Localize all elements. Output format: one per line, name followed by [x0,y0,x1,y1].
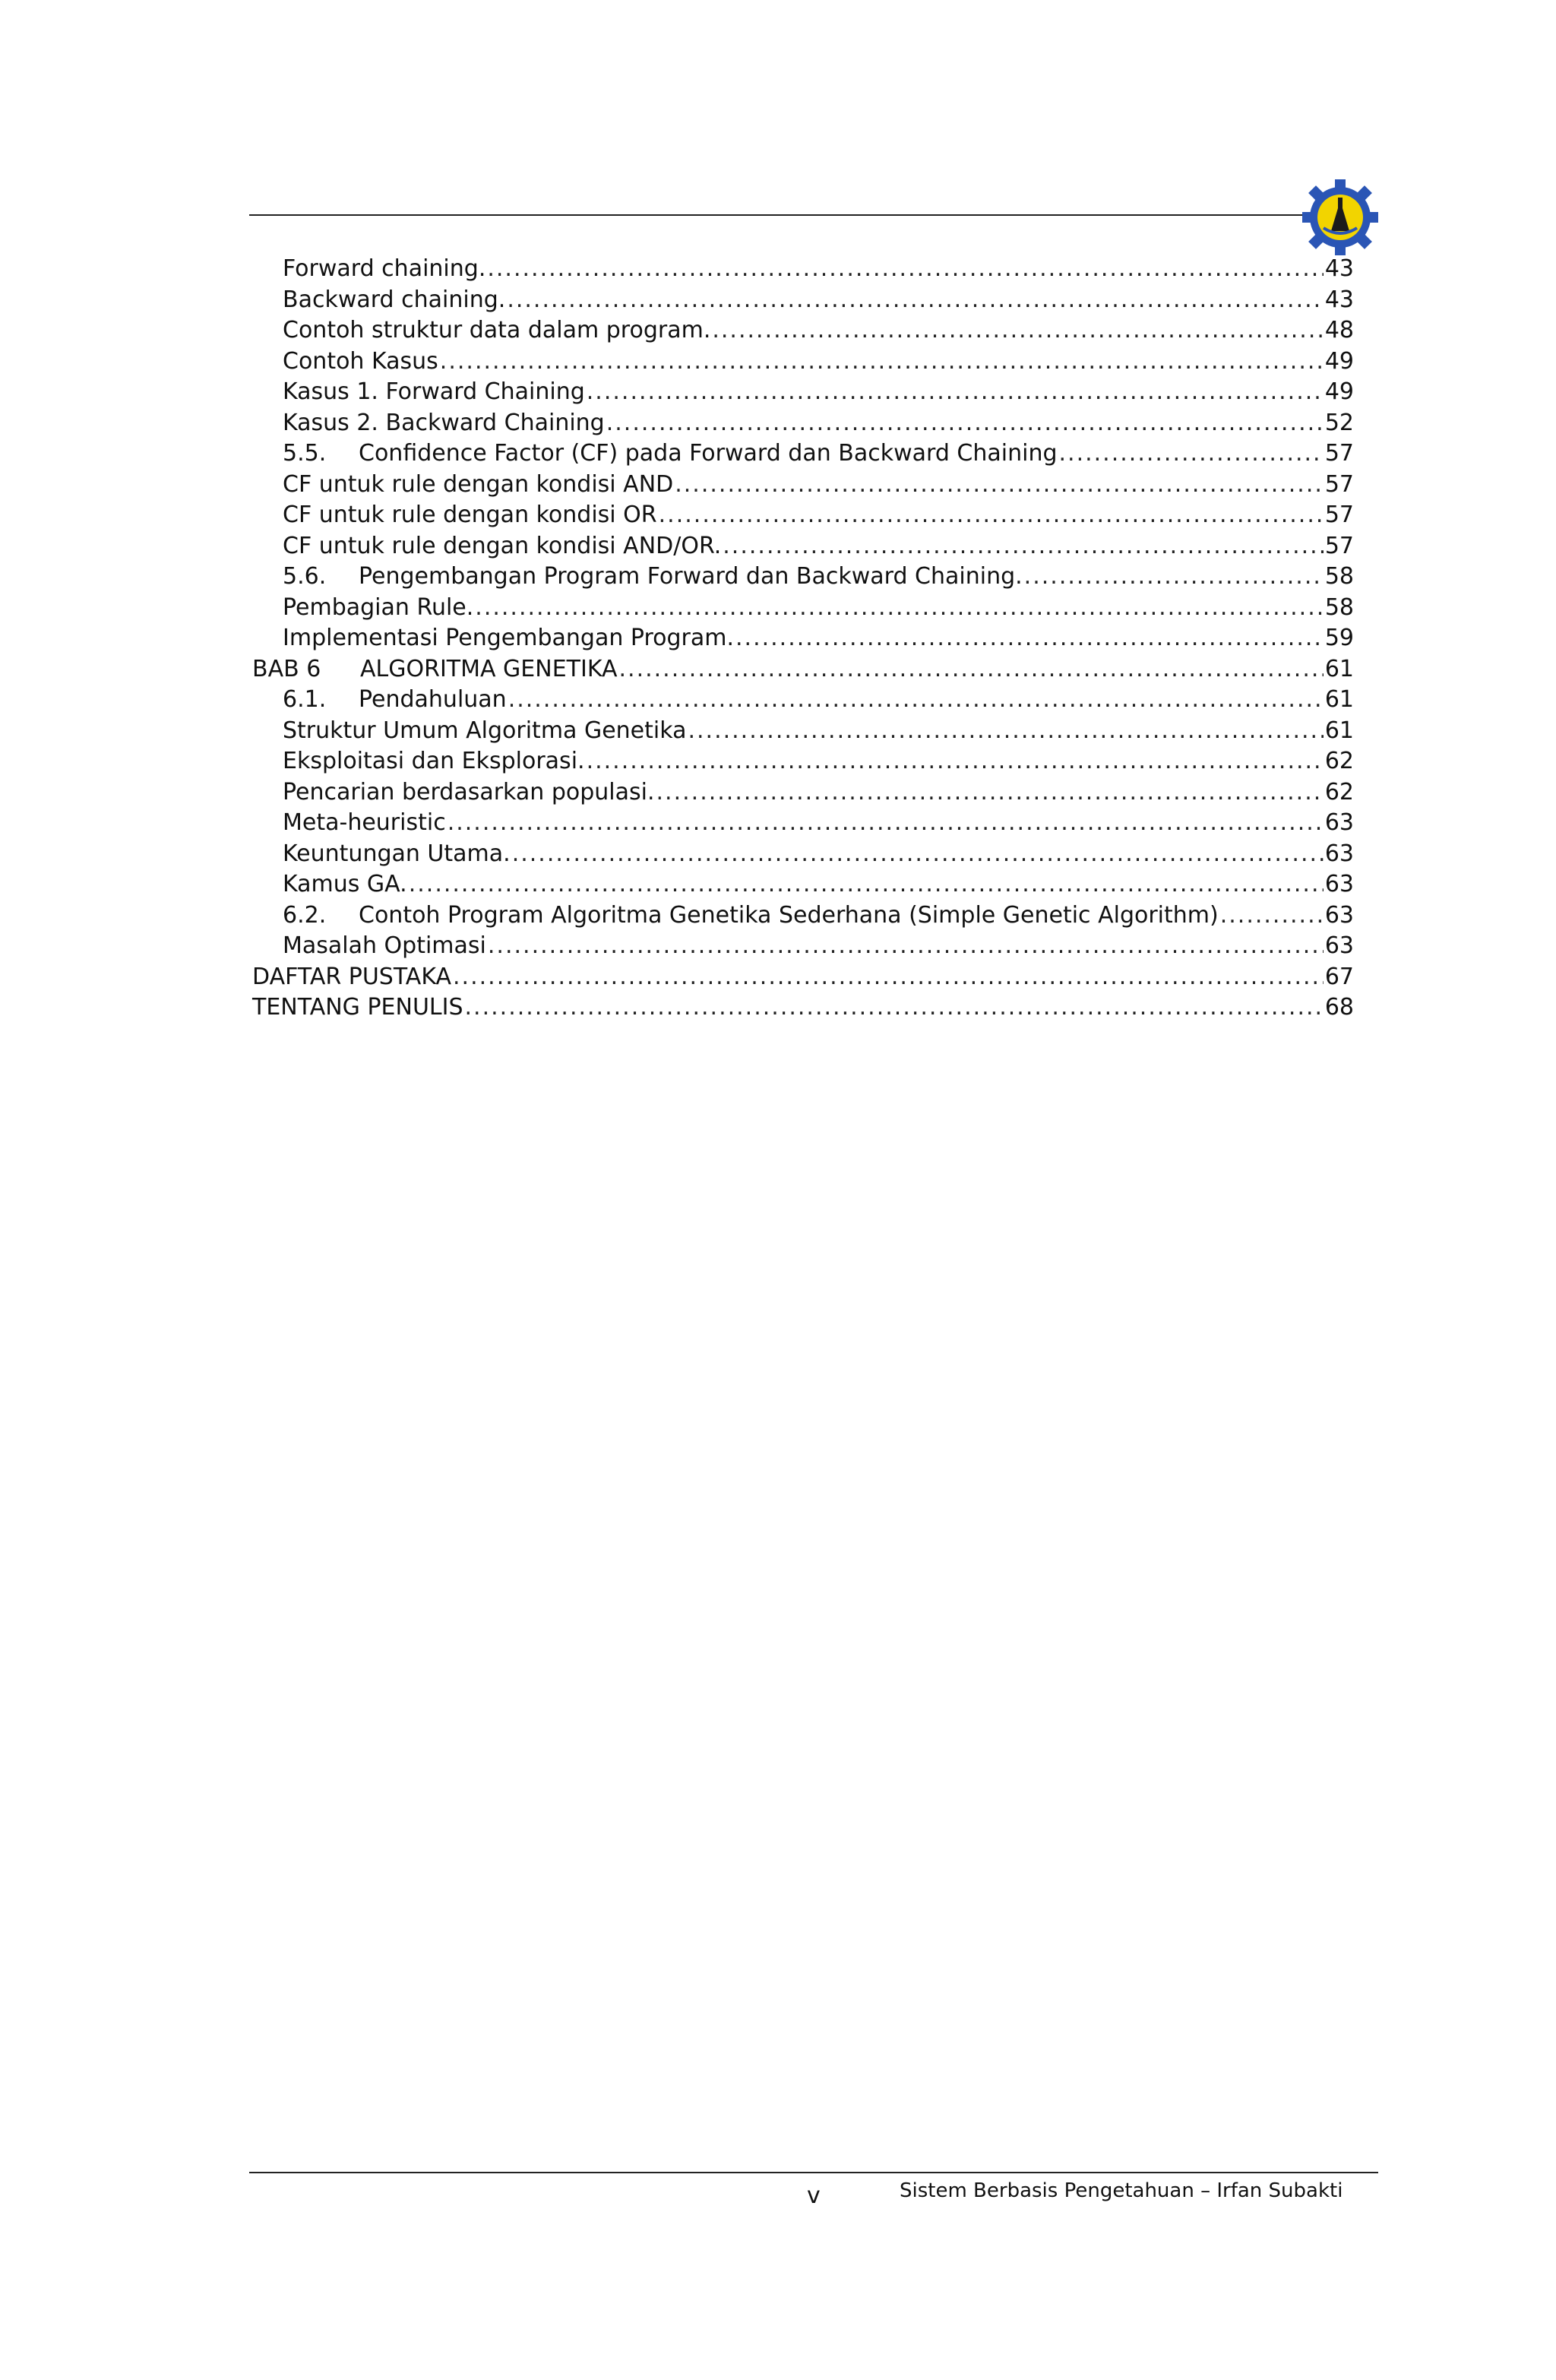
toc-leader-dots [488,931,1324,961]
toc-leader-dots [1024,562,1324,592]
toc-leader-dots [723,531,1324,562]
toc-entry-title: Keuntungan Utama. [283,840,511,867]
table-of-contents [252,254,1354,1024]
toc-entry[interactable] [252,808,1354,839]
toc-entry-title: Confidence Factor (CF) pada Forward dan Backward Chaining [359,440,1058,467]
toc-entry[interactable] [252,562,1354,593]
toc-entry[interactable] [252,839,1354,870]
toc-entry[interactable] [252,685,1354,716]
toc-leader-dots [487,254,1323,284]
toc-entry[interactable] [252,593,1354,624]
toc-leader-dots [659,500,1324,530]
toc-entry-title: Pengembangan Program Forward dan Backward Chaining. [359,563,1023,590]
toc-entry-page: 61 [1324,655,1354,682]
toc-entry-page: 49 [1324,347,1354,375]
toc-entry-title: ALGORITMA GENETIKA [360,655,618,682]
toc-leader-dots [508,685,1324,715]
toc-entry-page: 43 [1324,286,1354,313]
toc-leader-dots [688,716,1323,746]
toc-entry[interactable] [252,500,1354,531]
toc-leader-dots [409,869,1324,900]
toc-leader-dots [448,808,1324,838]
toc-entry[interactable] [252,254,1354,285]
toc-entry-page: 67 [1324,963,1354,990]
toc-entry-page: 63 [1324,840,1354,867]
toc-leader-dots [587,377,1324,407]
toc-entry-title: Eksploitasi dan Eksplorasi. [283,748,585,774]
toc-entry-title: Contoh Program Algoritma Genetika Sederhana (Simple Genetic Algorithm) [359,901,1219,929]
toc-entry-page: 57 [1324,470,1354,498]
toc-entry-number: 5.5. [283,440,327,467]
toc-entry-title: Kasus 2. Backward Chaining [283,409,605,436]
toc-entry[interactable] [252,746,1354,777]
toc-entry-title: Implementasi Pengembangan Program. [283,625,734,651]
toc-entry-page: 58 [1324,593,1354,621]
toc-entry[interactable] [252,900,1354,932]
institution-logo-icon [1301,178,1380,257]
toc-leader-dots [507,285,1324,315]
toc-entry-page: 61 [1324,686,1354,713]
toc-entry[interactable] [252,716,1354,747]
toc-entry-title: Struktur Umum Algoritma Genetika [283,717,687,744]
toc-leader-dots [1059,438,1324,469]
toc-entry-number: 6.2. [283,901,327,929]
toc-entry[interactable] [252,869,1354,900]
toc-leader-dots [453,962,1324,992]
toc-entry[interactable] [252,931,1354,962]
toc-entry-page: 57 [1324,532,1354,559]
toc-entry-title: Masalah Optimasi [283,932,486,959]
toc-leader-dots [475,593,1324,623]
toc-entry[interactable] [252,992,1354,1024]
toc-entry[interactable] [252,470,1354,501]
toc-entry-page: 61 [1324,717,1354,744]
toc-entry-title: Kamus GA. [283,871,407,897]
header-rule [249,214,1307,216]
toc-entry[interactable] [252,315,1354,347]
toc-entry-page: 62 [1324,748,1354,774]
toc-entry[interactable] [252,438,1354,470]
toc-leader-dots [712,315,1323,346]
toc-entry-page: 62 [1324,778,1354,805]
toc-leader-dots [675,470,1324,500]
toc-entry-title: Forward chaining. [283,255,486,282]
toc-entry-page: 68 [1324,994,1354,1021]
toc-entry-title: Pencarian berdasarkan populasi. [283,778,655,805]
toc-entry[interactable] [252,531,1354,562]
toc-entry-page: 63 [1324,932,1354,959]
toc-entry-title: Contoh struktur data dalam program. [283,317,711,343]
toc-leader-dots [656,777,1324,808]
toc-leader-dots [587,746,1324,777]
toc-entry-page: 58 [1324,563,1354,590]
toc-entry-page: 63 [1324,871,1354,897]
toc-entry[interactable] [252,347,1354,378]
footer-page-number: v [807,2182,821,2209]
toc-entry-title: TENTANG PENULIS [252,994,463,1021]
toc-entry-page: 43 [1324,255,1354,282]
toc-entry[interactable] [252,654,1354,685]
toc-leader-dots [465,992,1324,1023]
toc-entry-page: 59 [1324,625,1354,651]
toc-entry-page: 48 [1324,317,1354,343]
toc-entry-page: 49 [1324,378,1354,405]
toc-entry-title: Backward chaining. [283,286,506,313]
toc-entry-title: CF untuk rule dengan kondisi AND [283,470,674,498]
toc-leader-dots [619,654,1324,685]
toc-leader-dots [606,408,1324,438]
toc-entry-title: Meta-heuristic [283,809,446,836]
footer-rule [249,2172,1378,2173]
toc-leader-dots [440,347,1324,377]
toc-entry[interactable] [252,377,1354,408]
toc-leader-dots [735,623,1324,654]
toc-entry[interactable] [252,777,1354,809]
toc-entry-title: Kasus 1. Forward Chaining [283,378,585,405]
footer-running-title: Sistem Berbasis Pengetahuan – Irfan Subakti [900,2179,1343,2202]
toc-entry-page: 57 [1324,502,1354,528]
toc-entry-title: CF untuk rule dengan kondisi OR [283,502,657,528]
toc-entry-number: 5.6. [283,563,327,590]
toc-entry[interactable] [252,962,1354,993]
toc-entry-page: 57 [1324,440,1354,467]
toc-leader-dots [1220,900,1324,931]
toc-entry-title: Pembagian Rule. [283,593,474,621]
toc-entry-page: 63 [1324,901,1354,929]
toc-entry[interactable] [252,408,1354,439]
toc-entry[interactable] [252,285,1354,316]
toc-entry-title: DAFTAR PUSTAKA [252,963,452,990]
toc-entry-title: Pendahuluan [359,686,507,713]
toc-entry-title: CF untuk rule dengan kondisi AND/OR. [283,532,722,559]
toc-entry[interactable] [252,623,1354,654]
toc-entry-page: 52 [1324,409,1354,436]
toc-leader-dots [512,839,1324,869]
toc-entry-title: Contoh Kasus [283,347,438,375]
toc-entry-number: BAB 6 [252,655,321,682]
toc-entry-page: 63 [1324,809,1354,836]
toc-entry-number: 6.1. [283,686,327,713]
